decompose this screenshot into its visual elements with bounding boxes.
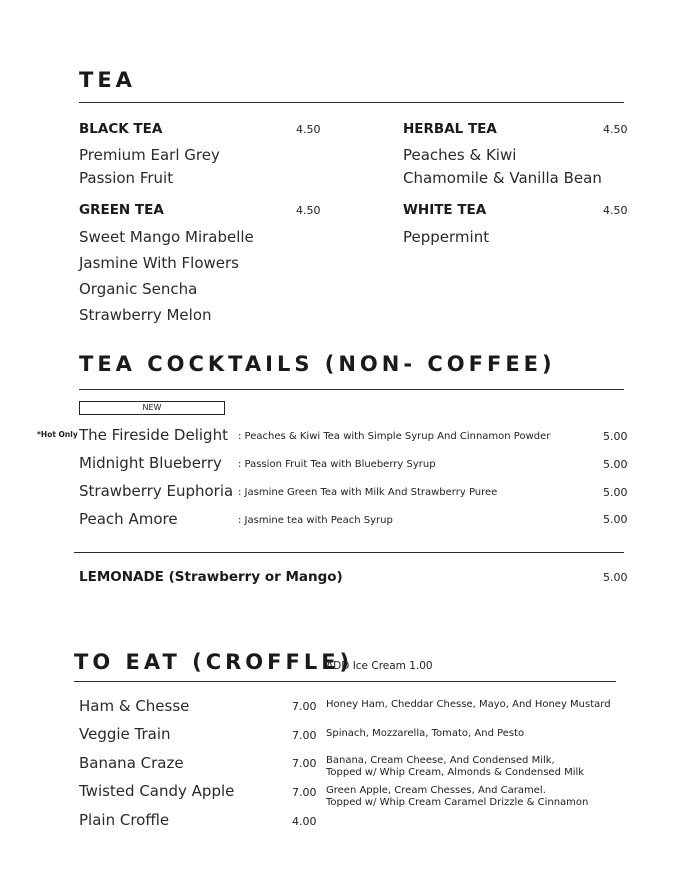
croffle-price: 7.00 [292, 729, 317, 742]
cocktail-name: Strawberry Euphoria [79, 482, 234, 500]
croffle-price: 7.00 [292, 786, 317, 799]
croffle-price: 4.00 [292, 815, 317, 828]
cocktail-price: 5.00 [603, 458, 628, 471]
lemonade-price: 5.00 [603, 571, 628, 584]
green-tea-price: 4.50 [296, 204, 321, 217]
black-tea-item: Passion Fruit [79, 169, 174, 187]
croffle-price: 7.00 [292, 757, 317, 770]
cocktail-description: : Jasmine Green Tea with Milk And Strawberry Puree [238, 487, 498, 498]
herbal-tea-price: 4.50 [603, 123, 628, 136]
herbal-tea-item: Peaches & Kiwi [403, 146, 517, 164]
croffle-name: Twisted Candy Apple [79, 782, 235, 800]
lemonade-divider [74, 552, 624, 553]
cocktail-name: Midnight Blueberry [79, 454, 222, 472]
green-tea-item: Jasmine With Flowers [79, 254, 239, 272]
green-tea-item: Organic Sencha [79, 280, 198, 298]
cocktail-name: Peach Amore [79, 510, 178, 528]
croffle-section-title: TO EAT (CROFFLE) [74, 650, 354, 674]
cocktails-section-title: TEA COCKTAILS (NON- COFFEE) [79, 352, 556, 376]
croffle-description: Spinach, Mozzarella, Tomato, And Pesto [326, 728, 525, 739]
hot-only-note: *Hot Only [37, 430, 78, 439]
lemonade-heading: LEMONADE (Strawberry or Mango) [79, 569, 343, 585]
tea-section-title: TEA [79, 68, 136, 92]
croffle-name: Plain Croffle [79, 811, 170, 829]
black-tea-item: Premium Earl Grey [79, 146, 220, 164]
white-tea-item: Peppermint [403, 228, 490, 246]
cocktails-divider [79, 389, 624, 390]
croffle-name: Ham & Chesse [79, 697, 190, 715]
croffle-description: Banana, Cream Cheese, And Condensed Milk, Topped w/ Whip Cream, Almonds & Condensed Milk [326, 755, 585, 778]
cocktail-price: 5.00 [603, 430, 628, 443]
white-tea-heading: WHITE TEA [403, 202, 487, 218]
croffle-divider [74, 681, 616, 682]
ice-cream-addon: ADD Ice Cream 1.00 [326, 660, 433, 672]
tea-divider [79, 102, 624, 103]
croffle-description: Honey Ham, Cheddar Chesse, Mayo, And Honey Mustard [326, 699, 611, 710]
cocktail-description: : Peaches & Kiwi Tea with Simple Syrup And Cinnamon Powder [238, 431, 551, 442]
white-tea-price: 4.50 [603, 204, 628, 217]
cocktail-name: The Fireside Delight [79, 426, 228, 444]
cocktail-price: 5.00 [603, 486, 628, 499]
new-badge: NEW [79, 401, 225, 415]
croffle-name: Banana Craze [79, 754, 184, 772]
herbal-tea-heading: HERBAL TEA [403, 121, 497, 137]
croffle-description: Green Apple, Cream Chesses, And Caramel. Topped w/ Whip Cream Caramel Drizzle & Cinnamon [326, 785, 589, 808]
herbal-tea-item: Chamomile & Vanilla Bean [403, 169, 602, 187]
black-tea-heading: BLACK TEA [79, 121, 163, 137]
cocktail-description: : Passion Fruit Tea with Blueberry Syrup [238, 459, 436, 470]
green-tea-heading: GREEN TEA [79, 202, 164, 218]
green-tea-item: Strawberry Melon [79, 306, 212, 324]
cocktail-price: 5.00 [603, 513, 628, 526]
croffle-name: Veggie Train [79, 725, 171, 743]
cocktail-description: : Jasmine tea with Peach Syrup [238, 515, 393, 526]
green-tea-item: Sweet Mango Mirabelle [79, 228, 254, 246]
black-tea-price: 4.50 [296, 123, 321, 136]
croffle-price: 7.00 [292, 700, 317, 713]
